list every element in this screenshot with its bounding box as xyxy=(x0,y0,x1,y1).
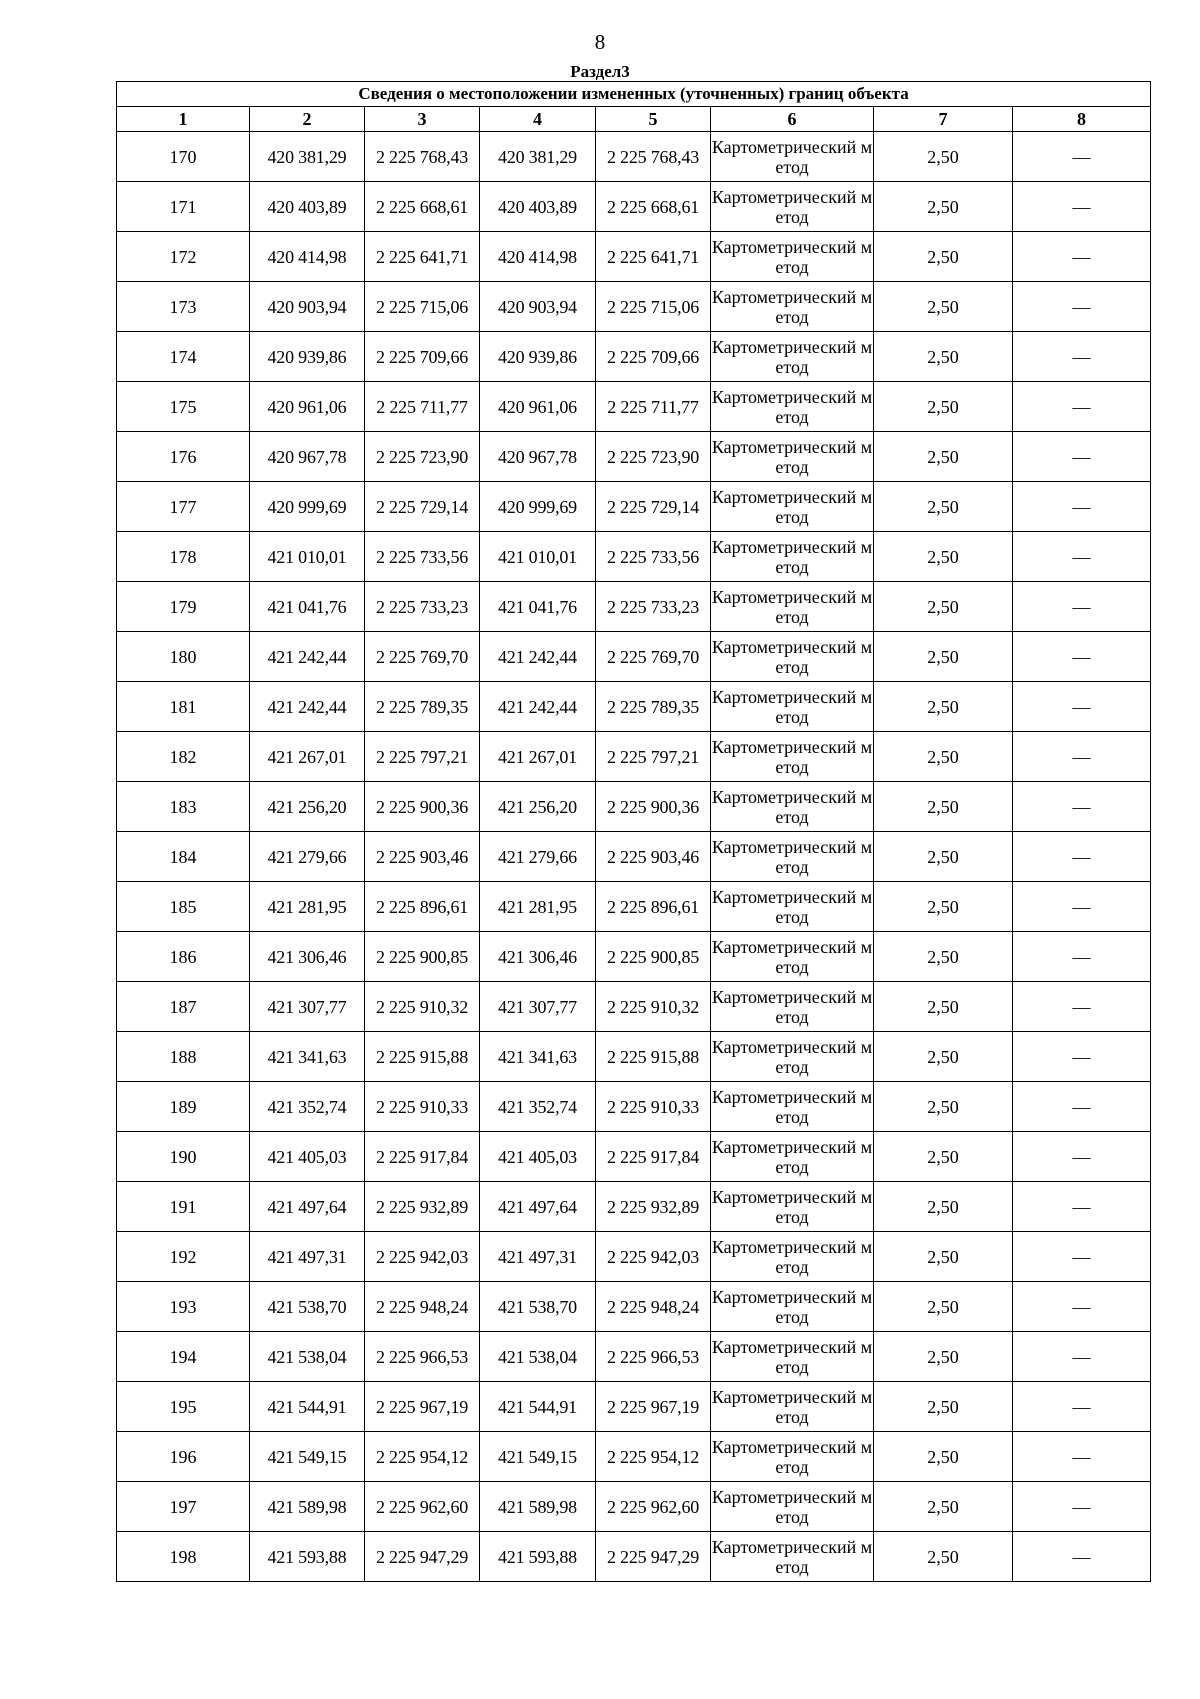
cell-x-existing: 421 306,46 xyxy=(250,932,365,982)
cell-accuracy: 2,50 xyxy=(874,782,1013,832)
cell-description: — xyxy=(1013,682,1151,732)
cell-y-existing: 2 225 733,23 xyxy=(365,582,480,632)
cell-description: — xyxy=(1013,1082,1151,1132)
cell-x-existing: 421 497,64 xyxy=(250,1182,365,1232)
cell-method: Картометрический метод xyxy=(711,1282,874,1332)
cell-description: — xyxy=(1013,732,1151,782)
column-number-3: 3 xyxy=(365,107,480,132)
cell-y-new: 2 225 715,06 xyxy=(596,282,711,332)
cell-y-new: 2 225 711,77 xyxy=(596,382,711,432)
cell-point-number: 173 xyxy=(117,282,250,332)
cell-x-existing: 420 961,06 xyxy=(250,382,365,432)
cell-point-number: 177 xyxy=(117,482,250,532)
cell-y-new: 2 225 900,36 xyxy=(596,782,711,832)
cell-y-existing: 2 225 915,88 xyxy=(365,1032,480,1082)
cell-method: Картометрический метод xyxy=(711,782,874,832)
cell-point-number: 193 xyxy=(117,1282,250,1332)
cell-x-new: 421 352,74 xyxy=(480,1082,596,1132)
boundary-table xyxy=(116,81,1151,1582)
cell-y-new: 2 225 903,46 xyxy=(596,832,711,882)
cell-x-new: 421 242,44 xyxy=(480,682,596,732)
table-row xyxy=(117,332,1151,382)
cell-x-existing: 421 538,04 xyxy=(250,1332,365,1382)
cell-y-new: 2 225 641,71 xyxy=(596,232,711,282)
cell-y-new: 2 225 932,89 xyxy=(596,1182,711,1232)
cell-y-new: 2 225 910,33 xyxy=(596,1082,711,1132)
table-row xyxy=(117,932,1151,982)
table-caption: Сведения о местоположении измененных (уточненных) границ объекта xyxy=(117,82,1151,107)
cell-x-existing: 420 967,78 xyxy=(250,432,365,482)
table-body xyxy=(117,132,1151,1582)
cell-method: Картометрический метод xyxy=(711,732,874,782)
cell-x-new: 421 281,95 xyxy=(480,882,596,932)
cell-x-new: 421 256,20 xyxy=(480,782,596,832)
cell-x-existing: 421 307,77 xyxy=(250,982,365,1032)
cell-x-existing: 420 381,29 xyxy=(250,132,365,182)
cell-y-new: 2 225 709,66 xyxy=(596,332,711,382)
table-row xyxy=(117,1482,1151,1532)
column-number-4: 4 xyxy=(480,107,596,132)
table-row xyxy=(117,582,1151,632)
cell-point-number: 191 xyxy=(117,1182,250,1232)
cell-point-number: 174 xyxy=(117,332,250,382)
cell-accuracy: 2,50 xyxy=(874,1032,1013,1082)
cell-method: Картометрический метод xyxy=(711,932,874,982)
cell-y-new: 2 225 967,19 xyxy=(596,1382,711,1432)
cell-accuracy: 2,50 xyxy=(874,1482,1013,1532)
table-row xyxy=(117,232,1151,282)
cell-accuracy: 2,50 xyxy=(874,1432,1013,1482)
cell-method: Картометрический метод xyxy=(711,1082,874,1132)
cell-method: Картометрический метод xyxy=(711,482,874,532)
cell-accuracy: 2,50 xyxy=(874,982,1013,1032)
cell-y-existing: 2 225 948,24 xyxy=(365,1282,480,1332)
cell-y-new: 2 225 900,85 xyxy=(596,932,711,982)
cell-x-new: 420 961,06 xyxy=(480,382,596,432)
cell-method: Картометрический метод xyxy=(711,382,874,432)
cell-method: Картометрический метод xyxy=(711,882,874,932)
cell-point-number: 176 xyxy=(117,432,250,482)
table-row xyxy=(117,1182,1151,1232)
cell-description: — xyxy=(1013,1532,1151,1582)
cell-x-existing: 421 242,44 xyxy=(250,682,365,732)
cell-description: — xyxy=(1013,232,1151,282)
page-number: 8 xyxy=(594,30,606,54)
cell-y-existing: 2 225 942,03 xyxy=(365,1232,480,1282)
cell-method: Картометрический метод xyxy=(711,1232,874,1282)
table-row xyxy=(117,1232,1151,1282)
cell-accuracy: 2,50 xyxy=(874,1132,1013,1182)
cell-accuracy: 2,50 xyxy=(874,1532,1013,1582)
cell-x-new: 420 403,89 xyxy=(480,182,596,232)
cell-y-existing: 2 225 768,43 xyxy=(365,132,480,182)
table-row xyxy=(117,732,1151,782)
cell-accuracy: 2,50 xyxy=(874,1182,1013,1232)
cell-y-new: 2 225 723,90 xyxy=(596,432,711,482)
cell-x-new: 421 306,46 xyxy=(480,932,596,982)
column-number-6: 6 xyxy=(711,107,874,132)
table-row xyxy=(117,1432,1151,1482)
cell-accuracy: 2,50 xyxy=(874,132,1013,182)
column-number-7: 7 xyxy=(874,107,1013,132)
cell-y-new: 2 225 896,61 xyxy=(596,882,711,932)
cell-description: — xyxy=(1013,982,1151,1032)
cell-method: Картометрический метод xyxy=(711,1432,874,1482)
column-number-row xyxy=(117,107,1151,132)
cell-y-existing: 2 225 900,85 xyxy=(365,932,480,982)
cell-method: Картометрический метод xyxy=(711,982,874,1032)
cell-y-existing: 2 225 932,89 xyxy=(365,1182,480,1232)
cell-point-number: 180 xyxy=(117,632,250,682)
cell-point-number: 171 xyxy=(117,182,250,232)
cell-point-number: 181 xyxy=(117,682,250,732)
cell-x-existing: 421 405,03 xyxy=(250,1132,365,1182)
cell-method: Картометрический метод xyxy=(711,132,874,182)
cell-x-existing: 421 497,31 xyxy=(250,1232,365,1282)
cell-method: Картометрический метод xyxy=(711,582,874,632)
cell-accuracy: 2,50 xyxy=(874,282,1013,332)
cell-description: — xyxy=(1013,932,1151,982)
cell-method: Картометрический метод xyxy=(711,1532,874,1582)
cell-y-new: 2 225 962,60 xyxy=(596,1482,711,1532)
cell-y-existing: 2 225 947,29 xyxy=(365,1532,480,1582)
cell-x-new: 421 341,63 xyxy=(480,1032,596,1082)
cell-x-new: 421 549,15 xyxy=(480,1432,596,1482)
table-row xyxy=(117,882,1151,932)
cell-method: Картометрический метод xyxy=(711,332,874,382)
cell-accuracy: 2,50 xyxy=(874,1232,1013,1282)
cell-x-new: 420 967,78 xyxy=(480,432,596,482)
cell-description: — xyxy=(1013,182,1151,232)
cell-y-existing: 2 225 962,60 xyxy=(365,1482,480,1532)
cell-y-existing: 2 225 668,61 xyxy=(365,182,480,232)
cell-y-new: 2 225 966,53 xyxy=(596,1332,711,1382)
cell-description: — xyxy=(1013,1382,1151,1432)
cell-x-new: 420 381,29 xyxy=(480,132,596,182)
cell-description: — xyxy=(1013,582,1151,632)
cell-point-number: 179 xyxy=(117,582,250,632)
table-row xyxy=(117,1382,1151,1432)
cell-x-new: 421 538,70 xyxy=(480,1282,596,1332)
cell-x-new: 420 939,86 xyxy=(480,332,596,382)
cell-y-existing: 2 225 711,77 xyxy=(365,382,480,432)
cell-point-number: 192 xyxy=(117,1232,250,1282)
cell-point-number: 187 xyxy=(117,982,250,1032)
cell-x-new: 421 279,66 xyxy=(480,832,596,882)
cell-point-number: 170 xyxy=(117,132,250,182)
table-row xyxy=(117,1532,1151,1582)
cell-accuracy: 2,50 xyxy=(874,1282,1013,1332)
cell-y-new: 2 225 954,12 xyxy=(596,1432,711,1482)
cell-accuracy: 2,50 xyxy=(874,482,1013,532)
cell-point-number: 178 xyxy=(117,532,250,582)
cell-point-number: 189 xyxy=(117,1082,250,1132)
cell-x-new: 421 544,91 xyxy=(480,1382,596,1432)
cell-description: — xyxy=(1013,1282,1151,1332)
cell-description: — xyxy=(1013,282,1151,332)
cell-description: — xyxy=(1013,1482,1151,1532)
cell-y-existing: 2 225 966,53 xyxy=(365,1332,480,1382)
table-row xyxy=(117,1332,1151,1382)
cell-method: Картометрический метод xyxy=(711,682,874,732)
cell-method: Картометрический метод xyxy=(711,1382,874,1432)
cell-method: Картометрический метод xyxy=(711,1132,874,1182)
cell-accuracy: 2,50 xyxy=(874,832,1013,882)
cell-x-new: 421 405,03 xyxy=(480,1132,596,1182)
cell-description: — xyxy=(1013,882,1151,932)
cell-description: — xyxy=(1013,332,1151,382)
cell-accuracy: 2,50 xyxy=(874,632,1013,682)
cell-point-number: 175 xyxy=(117,382,250,432)
cell-description: — xyxy=(1013,132,1151,182)
cell-y-new: 2 225 947,29 xyxy=(596,1532,711,1582)
cell-y-existing: 2 225 641,71 xyxy=(365,232,480,282)
cell-point-number: 198 xyxy=(117,1532,250,1582)
table-row xyxy=(117,782,1151,832)
cell-y-existing: 2 225 723,90 xyxy=(365,432,480,482)
table-row xyxy=(117,382,1151,432)
cell-method: Картометрический метод xyxy=(711,232,874,282)
cell-y-existing: 2 225 769,70 xyxy=(365,632,480,682)
cell-y-new: 2 225 917,84 xyxy=(596,1132,711,1182)
cell-y-new: 2 225 769,70 xyxy=(596,632,711,682)
cell-x-existing: 421 279,66 xyxy=(250,832,365,882)
table-row xyxy=(117,182,1151,232)
cell-x-existing: 420 939,86 xyxy=(250,332,365,382)
cell-x-new: 421 041,76 xyxy=(480,582,596,632)
cell-accuracy: 2,50 xyxy=(874,382,1013,432)
table-row xyxy=(117,1032,1151,1082)
cell-method: Картометрический метод xyxy=(711,632,874,682)
table-row xyxy=(117,632,1151,682)
cell-y-existing: 2 225 896,61 xyxy=(365,882,480,932)
cell-x-new: 421 497,31 xyxy=(480,1232,596,1282)
cell-accuracy: 2,50 xyxy=(874,332,1013,382)
cell-method: Картометрический метод xyxy=(711,1032,874,1082)
table-row xyxy=(117,1132,1151,1182)
cell-y-new: 2 225 915,88 xyxy=(596,1032,711,1082)
cell-method: Картометрический метод xyxy=(711,182,874,232)
cell-description: — xyxy=(1013,832,1151,882)
cell-y-new: 2 225 768,43 xyxy=(596,132,711,182)
table-row xyxy=(117,432,1151,482)
cell-point-number: 196 xyxy=(117,1432,250,1482)
cell-x-existing: 421 242,44 xyxy=(250,632,365,682)
cell-description: — xyxy=(1013,1232,1151,1282)
table-row xyxy=(117,282,1151,332)
cell-accuracy: 2,50 xyxy=(874,1082,1013,1132)
cell-accuracy: 2,50 xyxy=(874,882,1013,932)
cell-y-existing: 2 225 729,14 xyxy=(365,482,480,532)
cell-y-new: 2 225 910,32 xyxy=(596,982,711,1032)
cell-y-existing: 2 225 910,33 xyxy=(365,1082,480,1132)
table-row xyxy=(117,1082,1151,1132)
cell-y-new: 2 225 733,56 xyxy=(596,532,711,582)
cell-x-existing: 421 549,15 xyxy=(250,1432,365,1482)
cell-y-new: 2 225 942,03 xyxy=(596,1232,711,1282)
cell-description: — xyxy=(1013,1032,1151,1082)
cell-accuracy: 2,50 xyxy=(874,432,1013,482)
cell-accuracy: 2,50 xyxy=(874,532,1013,582)
cell-x-new: 421 010,01 xyxy=(480,532,596,582)
table-row xyxy=(117,132,1151,182)
cell-point-number: 182 xyxy=(117,732,250,782)
table-row xyxy=(117,482,1151,532)
cell-x-existing: 420 903,94 xyxy=(250,282,365,332)
cell-y-existing: 2 225 954,12 xyxy=(365,1432,480,1482)
cell-point-number: 190 xyxy=(117,1132,250,1182)
cell-y-existing: 2 225 733,56 xyxy=(365,532,480,582)
cell-y-new: 2 225 668,61 xyxy=(596,182,711,232)
table-row xyxy=(117,1282,1151,1332)
cell-point-number: 188 xyxy=(117,1032,250,1082)
cell-x-existing: 421 544,91 xyxy=(250,1382,365,1432)
cell-y-new: 2 225 948,24 xyxy=(596,1282,711,1332)
cell-point-number: 195 xyxy=(117,1382,250,1432)
cell-accuracy: 2,50 xyxy=(874,582,1013,632)
cell-y-existing: 2 225 910,32 xyxy=(365,982,480,1032)
table-row xyxy=(117,682,1151,732)
cell-y-existing: 2 225 900,36 xyxy=(365,782,480,832)
cell-y-new: 2 225 729,14 xyxy=(596,482,711,532)
cell-method: Картометрический метод xyxy=(711,432,874,482)
cell-y-existing: 2 225 967,19 xyxy=(365,1382,480,1432)
cell-y-existing: 2 225 709,66 xyxy=(365,332,480,382)
cell-method: Картометрический метод xyxy=(711,1482,874,1532)
cell-y-existing: 2 225 789,35 xyxy=(365,682,480,732)
cell-x-existing: 421 041,76 xyxy=(250,582,365,632)
cell-point-number: 185 xyxy=(117,882,250,932)
cell-description: — xyxy=(1013,1332,1151,1382)
cell-y-new: 2 225 733,23 xyxy=(596,582,711,632)
section-title: Раздел3 xyxy=(570,62,630,81)
cell-description: — xyxy=(1013,632,1151,682)
cell-description: — xyxy=(1013,782,1151,832)
cell-x-existing: 421 267,01 xyxy=(250,732,365,782)
cell-accuracy: 2,50 xyxy=(874,1332,1013,1382)
cell-method: Картометрический метод xyxy=(711,1182,874,1232)
column-number-1: 1 xyxy=(117,107,250,132)
cell-point-number: 183 xyxy=(117,782,250,832)
cell-x-new: 421 267,01 xyxy=(480,732,596,782)
cell-y-new: 2 225 789,35 xyxy=(596,682,711,732)
cell-x-existing: 421 589,98 xyxy=(250,1482,365,1532)
cell-description: — xyxy=(1013,482,1151,532)
cell-x-new: 421 242,44 xyxy=(480,632,596,682)
cell-x-existing: 421 538,70 xyxy=(250,1282,365,1332)
cell-y-existing: 2 225 903,46 xyxy=(365,832,480,882)
cell-x-new: 421 593,88 xyxy=(480,1532,596,1582)
cell-description: — xyxy=(1013,1182,1151,1232)
cell-y-existing: 2 225 715,06 xyxy=(365,282,480,332)
cell-method: Картометрический метод xyxy=(711,532,874,582)
table-row xyxy=(117,982,1151,1032)
cell-x-existing: 420 414,98 xyxy=(250,232,365,282)
cell-x-new: 421 538,04 xyxy=(480,1332,596,1382)
cell-description: — xyxy=(1013,532,1151,582)
cell-accuracy: 2,50 xyxy=(874,232,1013,282)
column-number-2: 2 xyxy=(250,107,365,132)
cell-accuracy: 2,50 xyxy=(874,182,1013,232)
column-number-5: 5 xyxy=(596,107,711,132)
table-caption-row xyxy=(117,82,1151,107)
cell-y-new: 2 225 797,21 xyxy=(596,732,711,782)
cell-description: — xyxy=(1013,1132,1151,1182)
cell-x-existing: 421 256,20 xyxy=(250,782,365,832)
column-number-8: 8 xyxy=(1013,107,1151,132)
cell-point-number: 184 xyxy=(117,832,250,882)
cell-point-number: 172 xyxy=(117,232,250,282)
cell-x-existing: 421 010,01 xyxy=(250,532,365,582)
cell-x-new: 421 307,77 xyxy=(480,982,596,1032)
cell-method: Картометрический метод xyxy=(711,282,874,332)
cell-x-existing: 421 593,88 xyxy=(250,1532,365,1582)
cell-point-number: 186 xyxy=(117,932,250,982)
cell-accuracy: 2,50 xyxy=(874,732,1013,782)
cell-description: — xyxy=(1013,1432,1151,1482)
cell-description: — xyxy=(1013,382,1151,432)
cell-x-existing: 421 281,95 xyxy=(250,882,365,932)
cell-method: Картометрический метод xyxy=(711,1332,874,1382)
cell-accuracy: 2,50 xyxy=(874,682,1013,732)
cell-x-existing: 420 403,89 xyxy=(250,182,365,232)
cell-x-new: 421 589,98 xyxy=(480,1482,596,1532)
table-row xyxy=(117,532,1151,582)
cell-description: — xyxy=(1013,432,1151,482)
cell-x-new: 420 414,98 xyxy=(480,232,596,282)
cell-y-existing: 2 225 797,21 xyxy=(365,732,480,782)
cell-x-existing: 421 341,63 xyxy=(250,1032,365,1082)
cell-x-existing: 420 999,69 xyxy=(250,482,365,532)
table-row xyxy=(117,832,1151,882)
cell-y-existing: 2 225 917,84 xyxy=(365,1132,480,1182)
cell-x-existing: 421 352,74 xyxy=(250,1082,365,1132)
cell-method: Картометрический метод xyxy=(711,832,874,882)
cell-x-new: 420 999,69 xyxy=(480,482,596,532)
cell-x-new: 420 903,94 xyxy=(480,282,596,332)
cell-x-new: 421 497,64 xyxy=(480,1182,596,1232)
cell-point-number: 197 xyxy=(117,1482,250,1532)
cell-point-number: 194 xyxy=(117,1332,250,1382)
cell-accuracy: 2,50 xyxy=(874,932,1013,982)
cell-accuracy: 2,50 xyxy=(874,1382,1013,1432)
